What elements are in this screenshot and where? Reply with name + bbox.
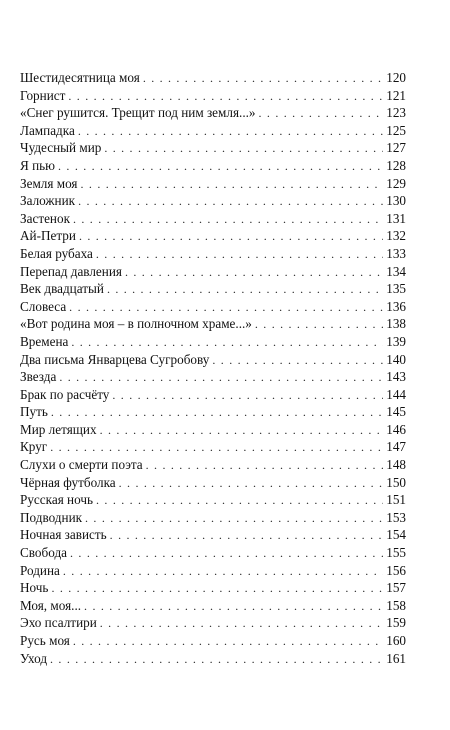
dot-leader [212,352,383,370]
toc-entry-page: 138 [386,316,406,332]
toc-entry [20,333,406,351]
toc-entry-page: 127 [386,140,406,156]
toc-entry-title: Мир летящих [20,421,97,437]
toc-entry-title: Застенок [20,210,70,226]
dot-leader [112,387,383,405]
toc-entry-title: Горнист [20,87,66,103]
toc-entry-page: 123 [386,105,406,121]
toc-entry-page: 125 [386,122,406,138]
dot-leader [68,88,383,106]
toc-entry-title: Заложник [20,193,76,209]
toc-entry [20,579,406,597]
toc-entry-title: «Вот родина моя – в полночном храме...» [20,316,252,332]
toc-entry-title: Родина [20,562,60,578]
toc-entry-page: 161 [386,650,406,666]
toc-entry-title: Русская ночь [20,492,94,508]
toc-entry [20,175,406,193]
toc-entry-title: «Снег рушится. Трещит под ним земля...» [20,105,256,121]
toc-entry-title: Век двадцатый [20,281,104,297]
dot-leader [51,580,383,598]
toc-entry-title: Русь моя [20,633,70,648]
toc-entry-title: Эхо псалтири [20,615,97,631]
toc-entry [20,421,406,439]
toc-entry-page: 151 [386,492,406,508]
dot-leader [69,299,383,317]
toc-entry-page: 156 [386,562,406,578]
toc-entry-title: Шестидесятница моя [20,70,140,85]
toc-entry-title: Подводник [20,509,83,525]
toc-entry [20,69,406,87]
toc-entry [20,597,406,615]
toc-entry [20,509,406,527]
toc-entry-title: Я пью [20,157,56,173]
toc-entry [20,614,406,632]
toc-entry-title: Свобода [20,545,68,561]
toc-entry-title: Чудесный мир [20,140,102,156]
toc-entry [20,210,406,228]
toc-entry-title: Слухи о смерти поэта [20,457,143,473]
dot-leader [51,404,383,422]
toc-entry-title: Брак по расчёту [20,386,110,402]
toc-entry [20,280,406,298]
toc-entry-title: Путь [20,404,48,420]
dot-leader [96,246,383,264]
toc-entry-page: 150 [386,474,406,490]
toc-entry-title: Белая рубаха [20,245,93,261]
toc-entry-page: 133 [386,245,406,261]
dot-leader [50,439,383,457]
table-of-contents [20,69,406,667]
toc-entry [20,245,406,263]
toc-entry-page: 157 [386,580,406,596]
toc-entry-page: 136 [386,298,406,314]
toc-entry [20,192,406,210]
toc-entry-title: Лампадка [20,122,75,138]
toc-entry-page: 129 [386,175,406,191]
toc-entry-page: 134 [386,263,406,279]
toc-entry-page: 143 [386,369,406,385]
toc-entry-title: Перепад давления [20,263,122,279]
toc-entry-page: 144 [386,386,406,402]
toc-entry-page: 120 [386,70,406,85]
toc-entry [20,298,406,316]
dot-leader [59,369,383,387]
toc-entry [20,157,406,175]
dot-leader [100,615,383,633]
toc-entry [20,122,406,140]
dot-leader [58,158,383,176]
dot-leader [107,281,383,299]
dot-leader [70,545,383,563]
toc-entry-title: Круг [20,439,48,455]
toc-entry [20,227,406,245]
toc-entry-title: Словеса [20,298,67,314]
toc-entry [20,438,406,456]
toc-entry [20,87,406,105]
toc-entry-page: 139 [386,333,406,349]
toc-entry-title: Времена [20,333,69,349]
toc-entry [20,491,406,509]
dot-leader [73,211,383,229]
toc-entry [20,526,406,544]
toc-entry-page: 130 [386,193,406,209]
toc-entry-page: 121 [386,87,406,103]
toc-entry-title: Звезда [20,369,57,385]
toc-entry [20,104,406,122]
dot-leader [63,563,383,581]
toc-entry [20,562,406,580]
toc-entry-page: 147 [386,439,406,455]
toc-entry-title: Земля моя [20,175,78,191]
dot-leader [85,510,383,528]
toc-entry-page: 132 [386,228,406,244]
toc-entry-page: 135 [386,281,406,297]
toc-entry [20,544,406,562]
toc-entry [20,368,406,386]
toc-entry-title: Уход [20,650,48,666]
dot-leader [104,140,383,158]
toc-entry-page: 154 [386,527,406,543]
toc-entry-page: 128 [386,157,406,173]
toc-entry-page: 155 [386,545,406,561]
toc-entry-page: 145 [386,404,406,420]
dot-leader [125,264,383,282]
toc-entry-page: 153 [386,509,406,525]
dot-leader [96,492,383,510]
dot-leader [79,228,383,246]
toc-entry [20,351,406,369]
toc-entry [20,139,406,157]
toc-entry-title: Два письма Январцева Сугробову [20,351,210,367]
toc-entry [20,474,406,492]
toc-entry [20,632,406,650]
dot-leader [84,598,383,616]
dot-leader [255,316,383,334]
toc-entry-page: 131 [386,210,406,226]
dot-leader [259,105,384,123]
dot-leader [100,422,384,440]
toc-entry-page: 159 [386,615,406,631]
toc-entry-page: 140 [386,351,406,367]
dot-leader [143,70,383,88]
toc-entry-page: 148 [386,457,406,473]
toc-entry-title: Ай-Петри [20,228,76,244]
toc-entry [20,403,406,421]
toc-entry-page: 160 [386,633,406,648]
dot-leader [50,651,383,669]
dot-leader [110,527,384,545]
toc-entry [20,386,406,404]
dot-leader [73,633,383,651]
toc-entry-title: Ночь [20,580,49,596]
toc-entry-page: 158 [386,597,406,613]
dot-leader [81,176,384,194]
toc-entry [20,315,406,333]
toc-entry-title: Чёрная футболка [20,474,116,490]
dot-leader [78,123,383,141]
dot-leader [146,457,384,475]
dot-leader [78,193,383,211]
toc-entry-title: Ночная зависть [20,527,107,543]
toc-entry-page: 146 [386,421,406,437]
toc-entry [20,456,406,474]
toc-entry [20,650,406,668]
dot-leader [71,334,383,352]
dot-leader [119,475,384,493]
toc-entry [20,263,406,281]
toc-entry-title: Моя, моя... [20,597,82,613]
